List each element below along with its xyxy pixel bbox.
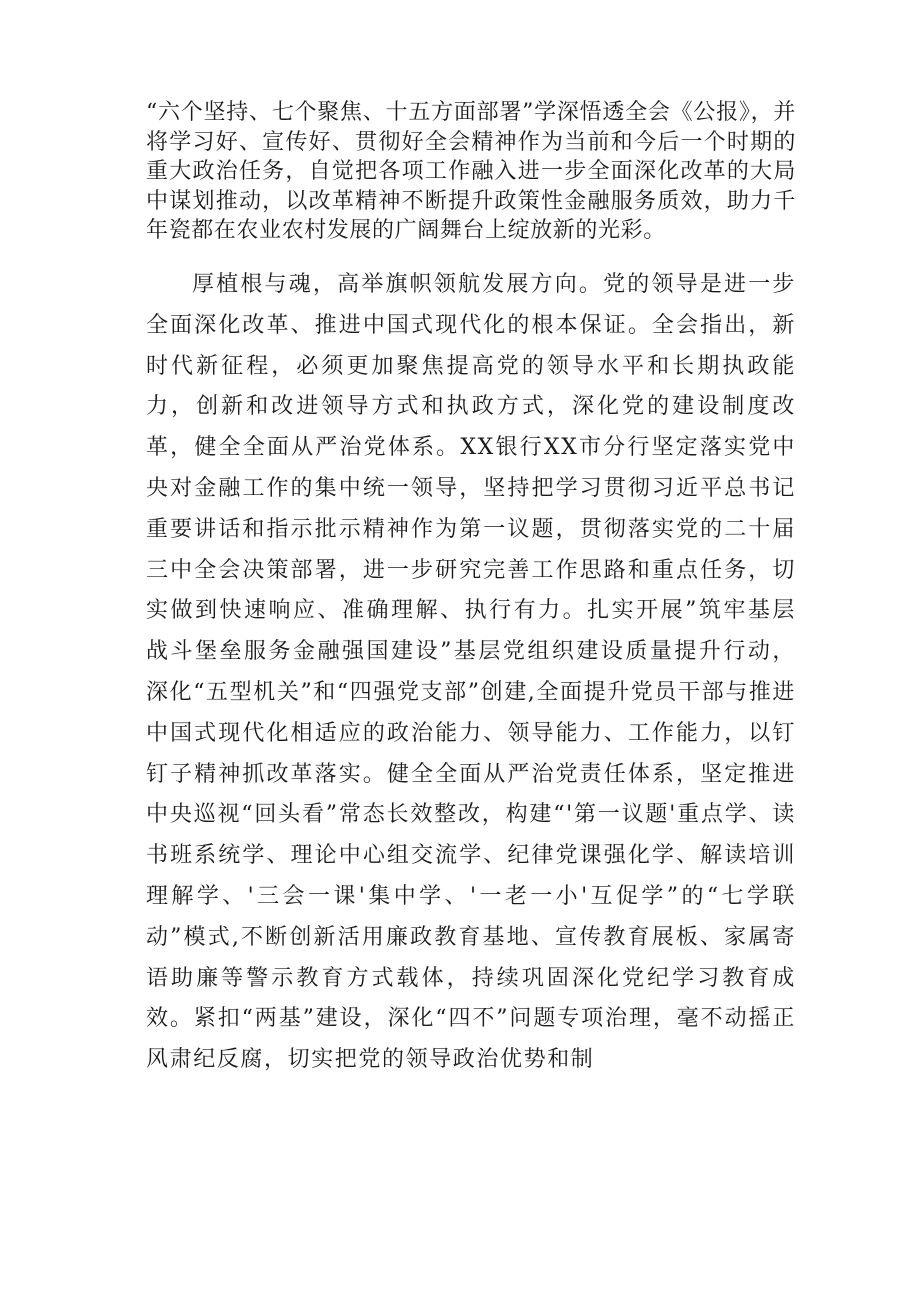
paragraph-party-leadership: 厚植根与魂，高举旗帜领航发展方向。党的领导是进一步全面深化改革、推进中国式现代化的根本保证。全会指出，新时代新征程，必须更加聚焦提高党的领导水平和长期执政能力，创新和改进领导方式和执政方式，深化党的建设制度改革，健全全面从严治党体系。XX银行XX市分行坚定落实党中央对金融工作的集中统一领导，坚持把学习贯彻习近平总书记重要讲话和指示批示精神作为第一议题，贯彻落实党的二十届三中全会决策部署，进一步研究完善工作思路和重点任务，切实做到快速响应、准确理解、执行有力。扎实开展”筑牢基层战斗堡垒服务金融强国建设”基层党组织建设质量提升行动，深化“五型机关”和“四强党支部”创建,全面提升党员干部与推进中国式现代化相适应的政治能力、领导能力、工作能力，以钉钉子精神抓改革落实。健全全面从严治党责任体系，坚定推进中央巡视“回头看”常态长效整改，构建“'第一议题'重点学、读书班系统学、理论中心组交流学、纪律党课强化学、解读培训理解学、'三会一课'集中学、'一老一小'互促学”的“七学联动”模式,不断创新活用廉政教育基地、宣传教育展板、家属寄语助廉等警示教育方式载体，持续巩固深化党纪学习教育成效。紧扣“两基”建设，深化“四不”问题专项治理，毫不动摇正风肃纪反腐，切实把党的领导政治优势和制: [146, 272, 796, 1073]
paragraph-intro-continuation: “六个坚持、七个聚焦、十五方面部署”学深悟透全会《公报》，并将学习好、宣传好、贯彻好全会精神作为当前和今后一个时期的重大政治任务，自觉把各项工作融入进一步全面深化改革的大局中谋划推动，以改革精神不断提升政策性金融服务质效，助力千年瓷都在农业农村发展的广阔舞台上绽放新的光彩。: [146, 100, 796, 243]
